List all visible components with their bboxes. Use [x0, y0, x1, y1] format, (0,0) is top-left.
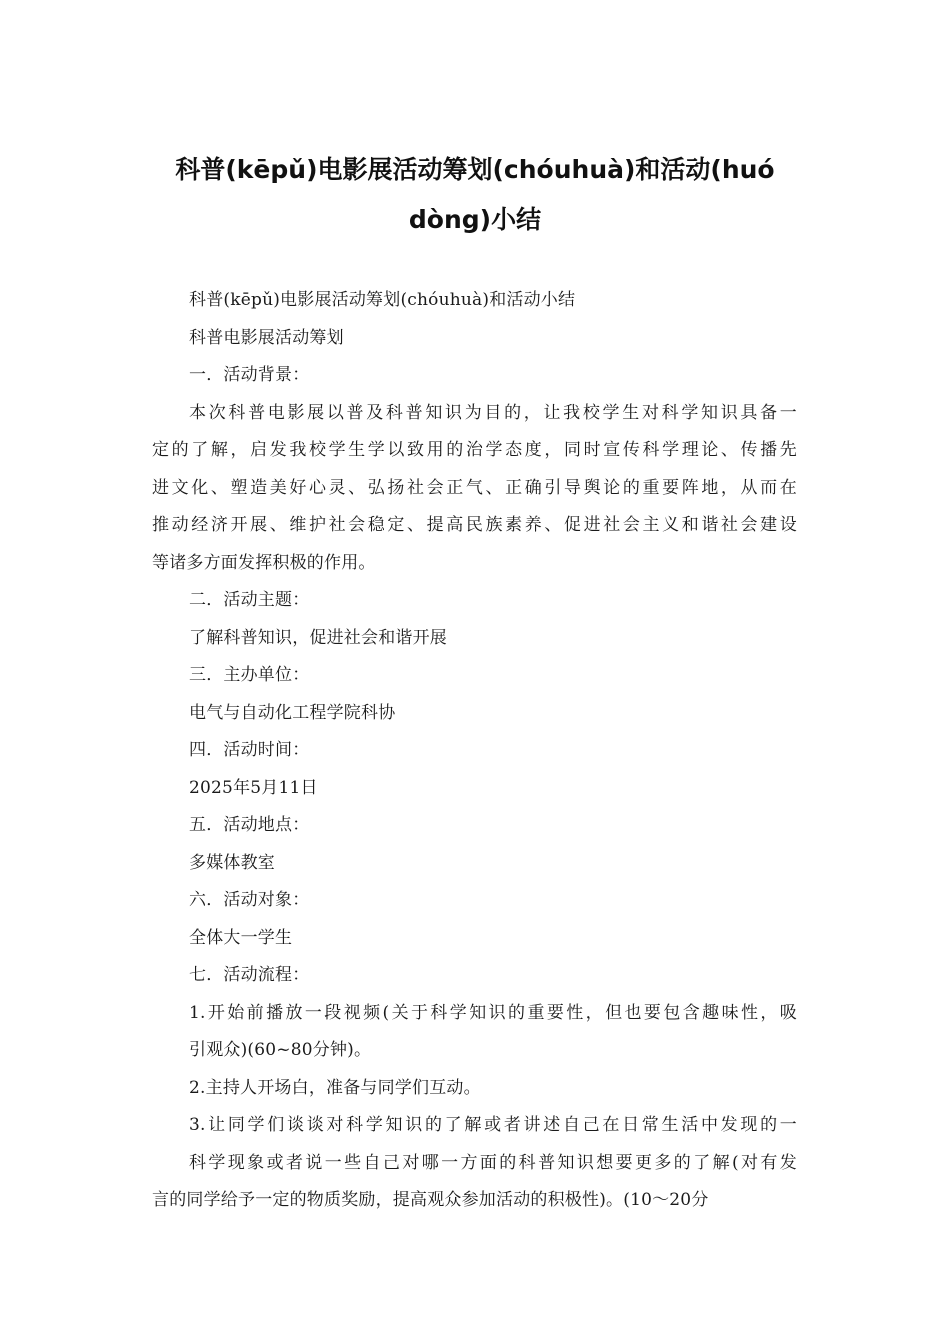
process-step-3-line: 言的同学给予一定的物质奖励，提高观众参加活动的积极性)。(10～20分 [152, 1190, 709, 1210]
process-step-1-line: 1.开始前播放一段视频(关于科学知识的重要性，但也要包含趣味性，吸 [189, 1002, 797, 1023]
section-heading-audience: 六．活动对象： [189, 890, 310, 910]
section-heading-time: 四．活动时间： [189, 740, 310, 760]
process-step-3-line: 3.让同学们谈谈对科学知识的了解或者讲述自己在日常生活中发现的一 [189, 1115, 797, 1135]
body-text-line: 等诸多方面发挥积极的作用。 [152, 552, 376, 573]
organizer-text: 电气与自动化工程学院科协 [189, 702, 396, 723]
section-heading-location: 五．活动地点： [189, 815, 310, 835]
body-text-line: 推动经济开展、维护社会稳定、提高民族素养、促进社会主义和谐社会建设 [152, 515, 797, 535]
section-heading-theme: 二．活动主题： [189, 590, 310, 610]
body-text-line: 本次科普电影展以普及科普知识为目的，让我校学生对科学知识具备一 [189, 402, 797, 423]
plan-heading: 科普电影展活动筹划 [189, 327, 344, 348]
location-text: 多媒体教室 [189, 852, 275, 873]
body-text-line: 定的了解，启发我校学生学以致用的治学态度，同时宣传科学理论、传播先 [152, 440, 797, 460]
process-step-3-line: 科学现象或者说一些自己对哪一方面的科普知识想要更多的了解(对有发 [189, 1152, 797, 1173]
subtitle-line: 科普(kēpǔ)电影展活动筹划(chóuhuà)和活动小结 [189, 290, 576, 310]
body-text-line: 进文化、塑造美好心灵、弘扬社会正气、正确引导舆论的重要阵地，从而在 [152, 477, 797, 498]
section-heading-process: 七．活动流程： [189, 965, 310, 985]
section-heading-organizer: 三．主办单位： [189, 665, 310, 685]
audience-text: 全体大一学生 [189, 927, 293, 948]
document-body [152, 282, 797, 1220]
section-heading-background: 一．活动背景： [189, 365, 310, 385]
time-text: 2025年5月11日 [189, 777, 318, 798]
theme-text: 了解科普知识，促进社会和谐开展 [189, 627, 447, 648]
process-step-1-line: 引观众)(60~80分钟)。 [189, 1040, 372, 1060]
document-title-line-1: 科普(kēpǔ)电影展活动筹划(chóuhuà)和活动(huó [175, 155, 775, 184]
process-step-2: 2.主持人开场白，准备与同学们互动。 [189, 1077, 481, 1098]
document-title-line-2: dòng)小结 [408, 205, 542, 234]
